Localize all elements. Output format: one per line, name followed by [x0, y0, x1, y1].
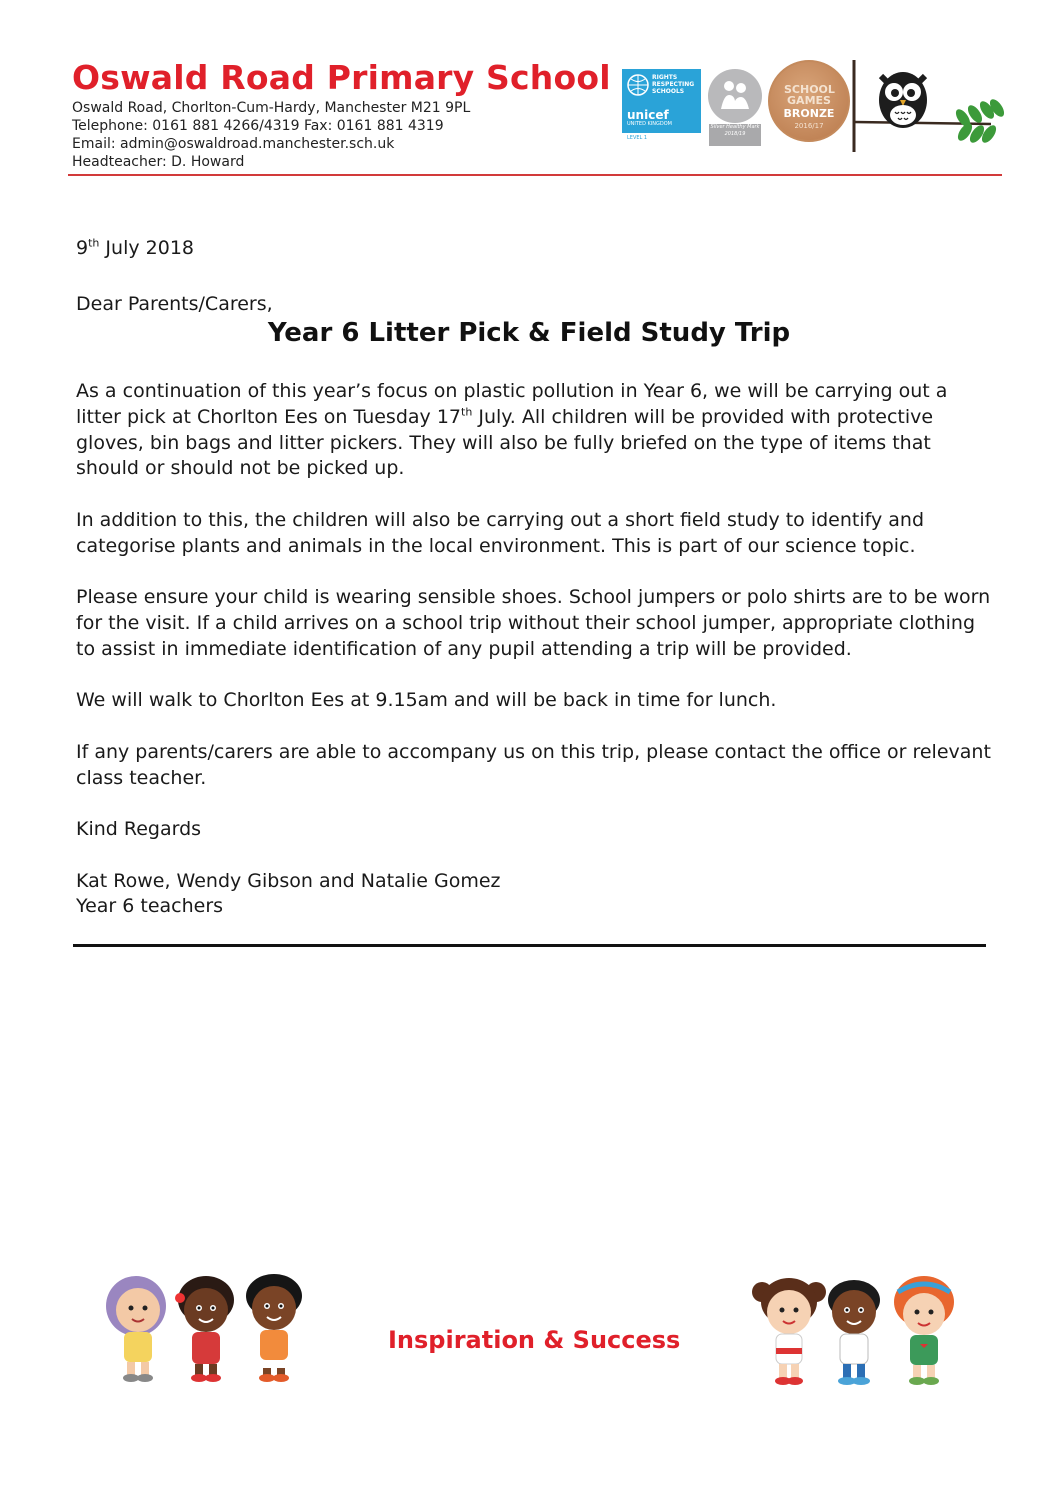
- paragraph-5-line-2: class teacher.: [76, 767, 207, 789]
- paragraph-1-line-2: litter pick at Chorlton Ees on Tuesday 17th July. All children will be provided with protective: [76, 405, 934, 428]
- rrs-text: RIGHTS RESPECTING SCHOOLS: [652, 74, 695, 95]
- school-name: Oswald Road Primary School: [72, 58, 611, 97]
- headteacher: Headteacher: D. Howard: [72, 154, 245, 170]
- paragraph-4-line-1: We will walk to Chorlton Ees at 9.15am and will be back in time for lunch.: [76, 689, 777, 711]
- school-address: Oswald Road, Chorlton-Cum-Hardy, Manchester M21 9PL: [72, 100, 471, 116]
- school-telephone: Telephone: 0161 881 4266/4319 Fax: 0161 881 4319: [72, 118, 444, 134]
- unicef-logo-text: unicef: [627, 108, 669, 122]
- paragraph-2-line-1: In addition to this, the children will also be carrying out a short field study to identify and: [76, 509, 925, 531]
- paragraph-1-line-3: gloves, bin bags and litter pickers. They will also be fully briefed on the type of items that: [76, 432, 931, 454]
- letter-date: 9th July 2018: [76, 236, 194, 259]
- school-games-text: SCHOOL GAMES: [784, 83, 835, 107]
- letter-end-divider: [73, 944, 986, 947]
- paragraph-1-line-1: As a continuation of this year’s focus on plastic pollution in Year 6, we will be carrying out a: [76, 380, 948, 402]
- owl-on-branch-icon: [851, 60, 1007, 156]
- letter-title: Year 6 Litter Pick & Field Study Trip: [267, 318, 791, 348]
- healthy-schools-badge: [708, 69, 762, 123]
- rrs-level: LEVEL 1: [627, 135, 648, 141]
- paragraph-5-line-1: If any parents/carers are able to accompany us on this trip, please contact the office or relevant: [76, 741, 991, 763]
- paragraph-3-line-1: Please ensure your child is wearing sensible shoes. School jumpers or polo shirts are to be worn: [76, 586, 991, 608]
- games-year: 2016/17: [794, 122, 824, 130]
- bronze-text: BRONZE: [783, 107, 835, 120]
- paragraph-3-line-3: to assist in immediate identification of any pupil attending a trip will be provided.: [76, 638, 852, 660]
- globe-icon: [626, 73, 650, 101]
- children-illustration-left: [98, 1266, 310, 1384]
- signatories: Kat Rowe, Wendy Gibson and Natalie Gomez: [76, 870, 501, 892]
- paragraph-2-line-2: categorise plants and animals in the local environment. This is part of our science topic.: [76, 535, 916, 557]
- signatory-role: Year 6 teachers: [76, 895, 224, 917]
- unicef-uk-text: UNITED KINGDOM: [627, 121, 672, 127]
- header-divider: [68, 174, 1002, 176]
- closing: Kind Regards: [76, 818, 202, 840]
- school-email: Email: admin@oswaldroad.manchester.sch.uk: [72, 136, 395, 152]
- people-icon: [708, 69, 762, 123]
- children-illustration-right: [748, 1268, 964, 1390]
- footer-slogan: Inspiration & Success: [388, 1326, 681, 1354]
- paragraph-3-line-2: for the visit. If a child arrives on a school trip without their school jumper, appropriate clothing: [76, 612, 976, 634]
- school-games-bronze-badge: [768, 60, 850, 142]
- healthy-schools-caption: Silver Healthy Mark 2018/19: [709, 124, 761, 146]
- rights-respecting-schools-badge: [622, 69, 701, 133]
- salutation: Dear Parents/Carers,: [76, 293, 273, 315]
- paragraph-1-line-4: should or should not be picked up.: [76, 457, 405, 479]
